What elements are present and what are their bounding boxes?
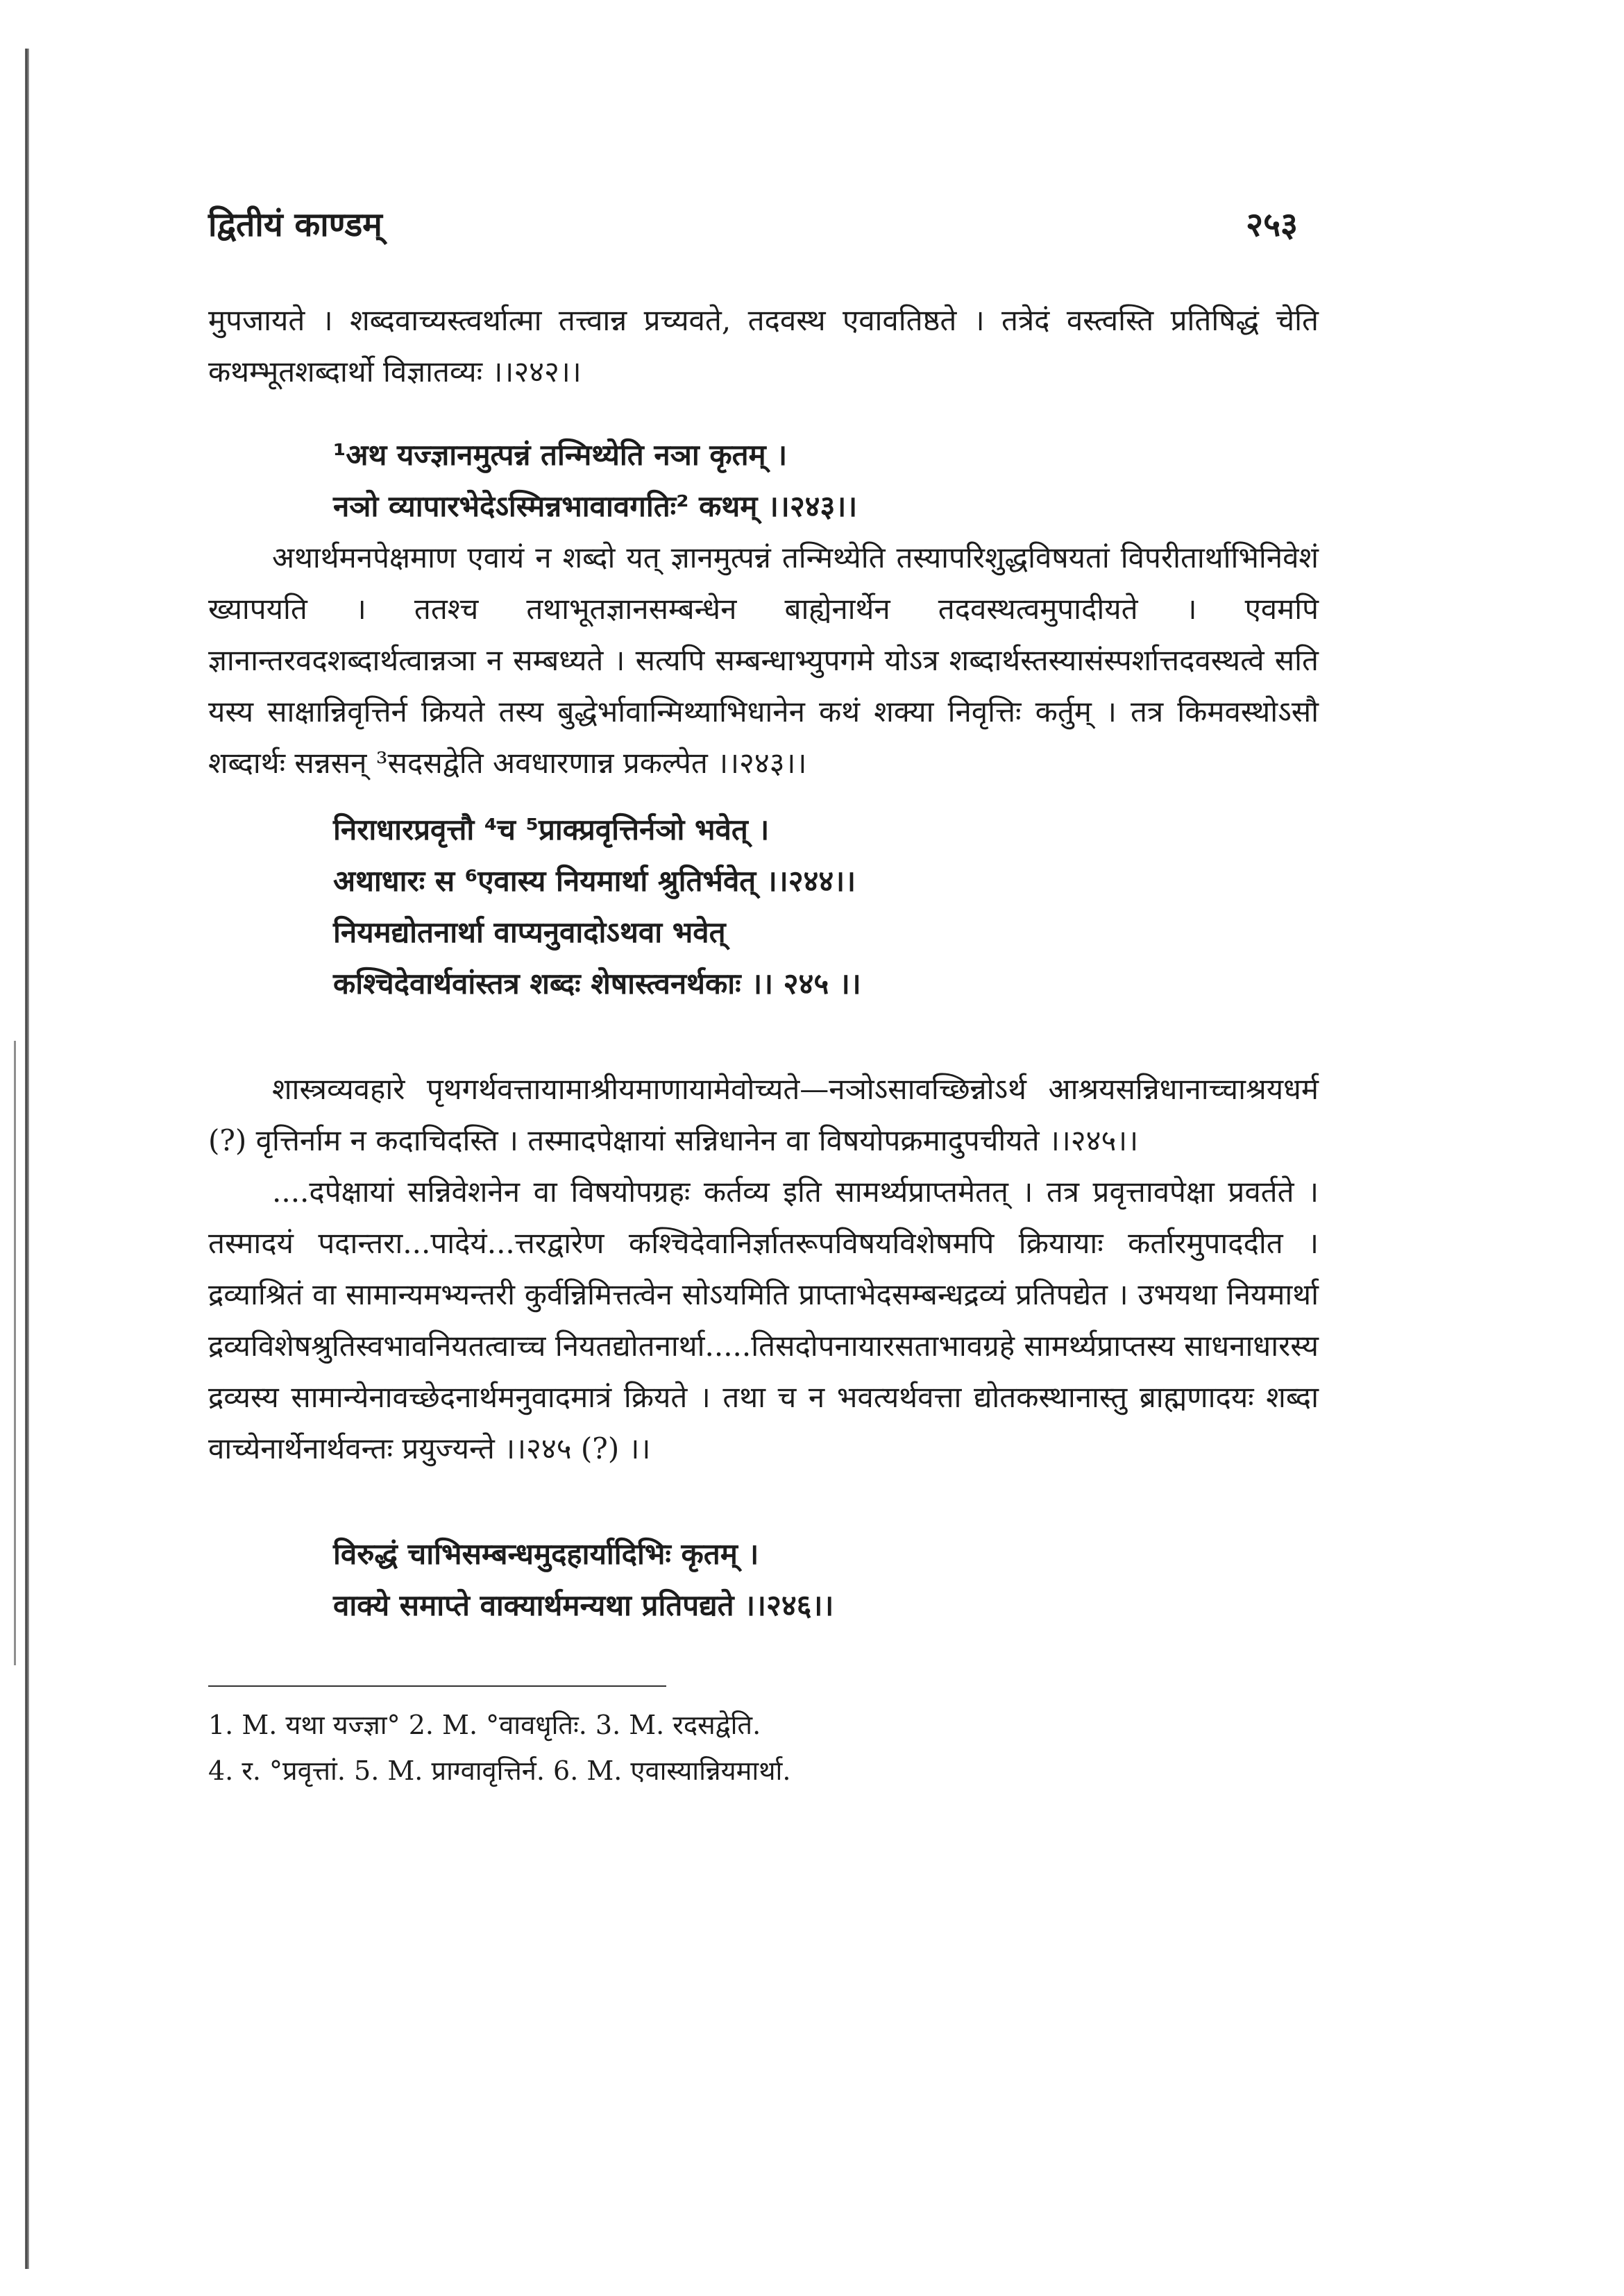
- page-body: [208, 201, 1319, 1794]
- page-number: २५३: [1246, 205, 1298, 244]
- running-header: [208, 201, 1319, 246]
- footnote-line: 4. र. °प्रवृत्तां. 5. M. प्राग्वावृत्तिर्न. 6. M. एवास्यान्नियमार्था.: [208, 1755, 791, 1786]
- commentary-paragraph-245a: शास्त्रव्यवहारे पृथगर्थवत्तायामाश्रीयमाणायामेवोच्यते—नञोऽसावच्छिन्नोऽर्थ आश्रयसन्निधानाच्चाश्रयधर्म (?) वृत्तिर्नाम न कदाचिदस्ति । तस्मादपेक्षायां सन्निधानेन वा विषयोपक्रमादुपचीयते ।।२४५।।: [208, 1072, 1319, 1157]
- verse-line: कश्चिदेवार्थवांस्तत्र शब्दः शेषास्त्वनर्थकाः ।। २४५ ।।: [333, 967, 861, 1001]
- verse-line: विरुद्धं चाभिसम्बन्धमुदहार्यादिभिः कृतम् ।: [333, 1537, 759, 1571]
- verse-245: [208, 907, 1319, 1010]
- footnotes: [208, 1702, 1319, 1794]
- scan-binding-shadow: [14, 1041, 16, 1665]
- verse-line: निराधारप्रवृत्तौ ⁴च ⁵प्राक्प्रवृत्तिर्नञो भवेत् ।: [333, 813, 770, 847]
- commentary-paragraph-245b: ....दपेक्षायां सन्निवेशनेन वा विषयोपग्रहः कर्तव्य इति सामर्थ्यप्राप्तमेतत् । तत्र प्रवृत्तावपेक्षा प्रवर्तते । तस्मादयं पदान्तरा...पादेयं...त्तरद्वारेण कश्चिदेवानिर्ज्ञातरूपविषयविशेषमपि क्रियायाः कर्तारमुपाददीत । द्रव्याश्रितं वा सामान्यमभ्यन्तरी कुर्वन्निमित्तत्वेन सोऽयमिति प्राप्ताभेदसम्बन्धद्रव्यं प्रतिपद्येत । उभयथा नियमार्था द्रव्यविशेषश्रुतिस्वभावनियतत्वाच्च नियतद्योतनार्था.....तिसदोपनायारसताभावग्रहे सामर्थ्यप्राप्तस्य साधनाधारस्य द्रव्यस्य सामान्येनावच्छेदनार्थमनुवादमात्रं क्रियते । तथा च न भवत्यर्थवत्ता द्योतकस्थानास्तु ब्राह्मणादयः शब्दा वाच्येनार्थेनार्थवन्तः प्रयुज्यन्ते ।।२४५ (?) ।।: [208, 1175, 1319, 1465]
- commentary-paragraph-243: अथार्थमनपेक्षमाण एवायं न शब्दो यत् ज्ञानमुत्पन्नं तन्मिथ्येति तस्यापरिशुद्धविषयतां विपरीतार्थाभिनिवेशं ख्यापयति । ततश्च तथाभूतज्ञानसम्बन्धेन बाह्येनार्थेन तदवस्थत्वमुपादीयते । एवमपि ज्ञानान्तरवदशब्दार्थत्वान्नञा न सम्बध्यते । सत्यपि सम्बन्धाभ्युपगमे योऽत्र शब्दार्थस्तस्यासंस्पर्शात्तदवस्थत्वे सति यस्य साक्षान्निवृत्तिर्न क्रियते तस्य बुद्धेर्भावान्मिथ्याभिधानेन कथं शक्या निवृत्तिः कर्तुम् । तत्र किमवस्थोऽसौ शब्दार्थः सन्नसन् ³सदसद्वेति अवधारणान्न प्रकल्पेत ।।२४३।।: [208, 541, 1319, 780]
- scan-binding-edge: [25, 49, 29, 2269]
- verse-243: [208, 430, 1319, 532]
- commentary-paragraph-242: मुपजायते । शब्दवाच्यस्त्वर्थात्मा तत्त्वान्न प्रच्यवते, तदवस्थ एवावतिष्ठते । तत्रेदं वस्त्वस्ति प्रतिषिद्धं चेति कथम्भूतशब्दार्थो विज्ञातव्यः ।।२४२।।: [208, 303, 1319, 389]
- verse-line: वाक्ये समाप्ते वाक्यार्थमन्यथा प्रतिपद्यते ।।२४६।।: [333, 1588, 834, 1622]
- verse-line: ¹अथ यज्ज्ञानमुत्पन्नं तन्मिथ्येति नञा कृतम् ।: [333, 438, 788, 472]
- verse-line: अथाधारः स ⁶एवास्य नियमार्था श्रुतिर्भवेत् ।।२४४।।: [333, 864, 856, 898]
- verse-244: [208, 804, 1319, 907]
- footnote-rule: [208, 1685, 666, 1687]
- running-title: द्वितीयं काण्डम्: [208, 205, 382, 244]
- verse-line: नियमद्योतनार्था वाप्यनुवादोऽथवा भवेत्: [333, 915, 726, 949]
- verse-246: [208, 1529, 1319, 1631]
- footnote-line: 1. M. यथा यज्ज्ञा° 2. M. °वावधृतिः. 3. M. रदसद्वेति.: [208, 1710, 761, 1740]
- verse-line: नञो व्यापारभेदेऽस्मिन्नभावावगतिः² कथम् ।।२४३।।: [333, 489, 858, 523]
